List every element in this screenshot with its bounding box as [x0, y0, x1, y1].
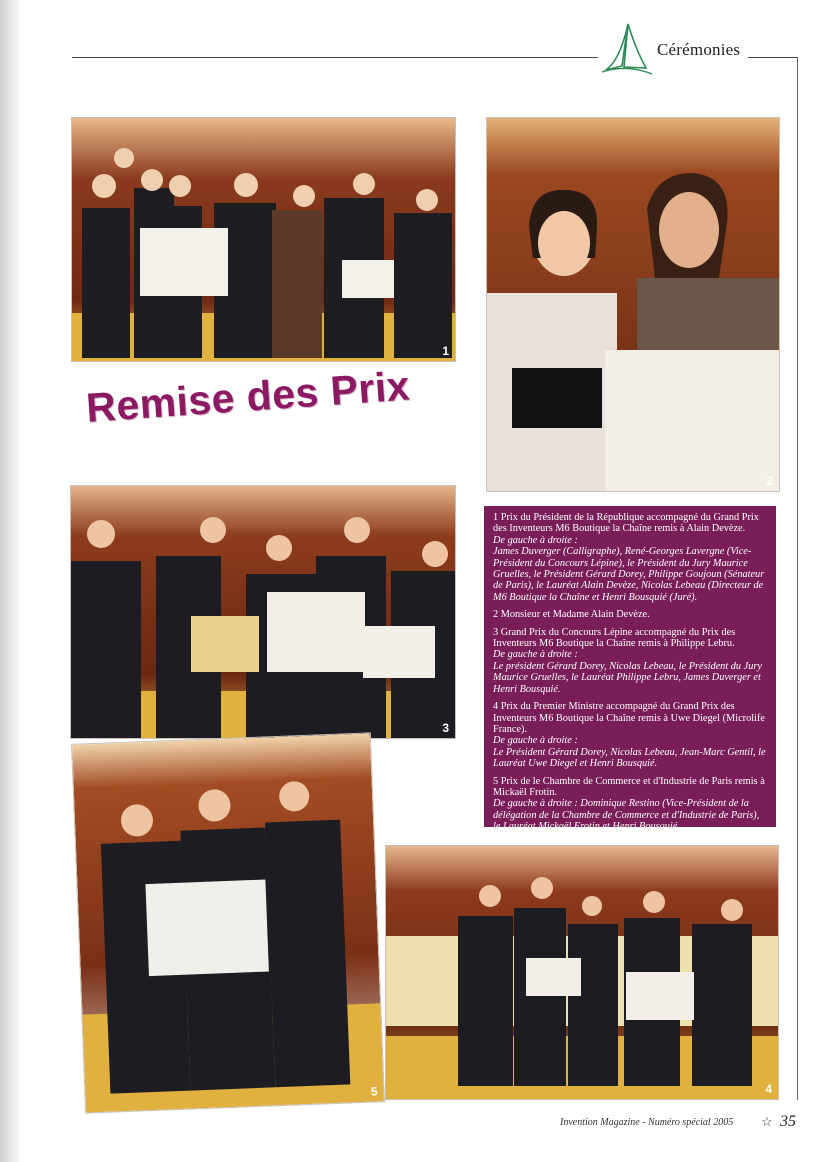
right-rule: [797, 57, 798, 1100]
caption-box: [484, 506, 776, 833]
star-icon: ☆: [761, 1114, 773, 1129]
header-rule: [72, 57, 598, 58]
photo-number: 5: [370, 1084, 378, 1099]
caption-2: 2 Monsieur et Madame Alain Devèze.: [493, 609, 650, 621]
photo-2: [486, 117, 780, 492]
header-rule-right: [748, 57, 798, 58]
caption-4: 4 Prix du Premier Ministre accompagné du Grand Prix des Inventeurs M6 Boutique la Chaîne remis à Uwe Diegel (Microlife France). De gauche à droite : Le Président Gérard Dorey, Nicolas Lebeau, Jean-Marc Gentil, le Lauréat Uwe Diegel et Henri Bousquié.: [493, 701, 766, 770]
photo-number: 1: [442, 344, 449, 358]
page-number: 35: [780, 1113, 796, 1130]
sail-logo-icon: [598, 20, 654, 78]
footer-magazine: Invention Magazine - Numéro spécial 2005: [560, 1117, 734, 1128]
section-label: Cérémonies: [657, 40, 741, 59]
binding-shadow: [0, 0, 22, 1162]
photo-1: [71, 117, 456, 362]
caption-5: 5 Prix de le Chambre de Commerce et d'Industrie de Paris remis à Mickaël Frotin. De gauche à droite : Dominique Restino (Vice-Président de la délégation de la Chambre de Commerce et d'Industrie de Paris), le Lauréat Mickaël Frotin et Henri Bousquié.: [493, 775, 765, 833]
photo-number: 3: [442, 721, 449, 735]
photo-5: [71, 732, 385, 1113]
caption-3: 3 Grand Prix du Concours Lépine accompagné du Prix des Inventeurs M6 Boutique la Chaîne remis à Philippe Lebru. De gauche à droite : Le président Gérard Dorey, Nicolas Lebeau, le Président du Jury Maurice Gruelles, le Lauréat Philippe Lebru, James Duverger et Henri Bousquié.: [493, 626, 762, 695]
page-title: Remise des Prix: [84, 362, 412, 432]
photo-number: 4: [765, 1082, 772, 1096]
photo-number: 2: [766, 474, 773, 488]
caption-1: 1 Prix du Président de la République accompagné du Grand Prix des Inventeurs M6 Boutique la Chaîne remis à Alain Devèze. De gauche à droite : James Duverger (Calligraphe), René-Georges Lavergne (Vice-Président du Concours Lépine), le Président du Jury Maurice Gruelles, le Président Gérard Dorey, Philippe Goujoun (Sénateur de Paris), le Lauréat Alain Devèze, Nicolas Lebeau (Directeur de M6 Boutique la Chaîne et Henri Bousquié (Juré).: [493, 512, 765, 603]
photo-3: [70, 485, 456, 739]
photo-4: [385, 845, 779, 1100]
